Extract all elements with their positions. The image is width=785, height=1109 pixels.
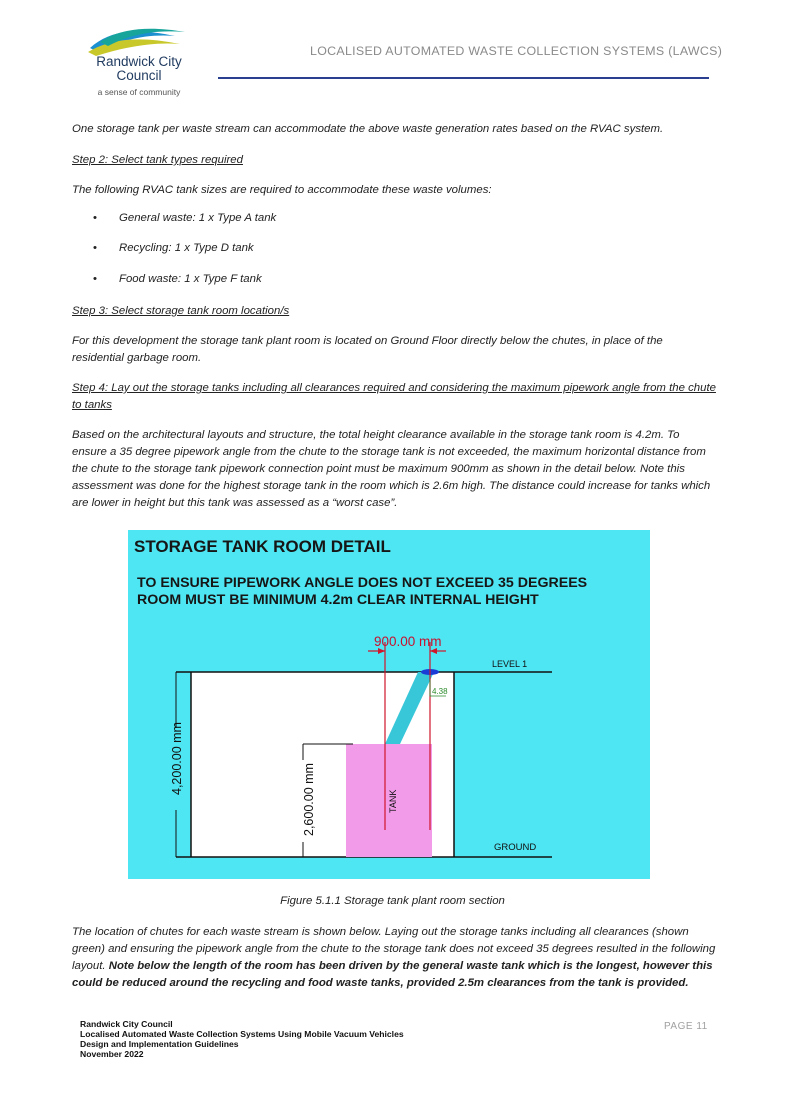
bullet-item: • Recycling: 1 x Type D tank — [95, 242, 254, 254]
document-header-title: LOCALISED AUTOMATED WASTE COLLECTION SYSTEMS (LAWCS) — [310, 44, 723, 58]
figure-subtitle: TO ENSURE PIPEWORK ANGLE DOES NOT EXCEED 35 DEGREES ROOM MUST BE MINIMUM 4.2m CLEAR INTERNAL HEIGHT — [137, 575, 588, 608]
step-3-heading: Step 3: Select storage tank room location/s — [72, 305, 290, 317]
page-number: PAGE 11 — [664, 1021, 708, 1032]
figure-caption: Figure 5.1.1 Storage tank plant room section — [280, 895, 505, 907]
paragraph-3: For this development the storage tank plant room is located on Ground Floor directly below the chutes, in place of the residential garbage room. — [72, 335, 663, 364]
paragraph-5: The location of chutes for each waste stream is shown below. Laying out the storage tanks including all clearances (shown green) and ensuring the pipework angle from the chute to the storage tank does not exceed 35 degrees resulted in the following layout. Note below the length of the room has been driven by the general waste tank which is the longest, however this could be reduced around the recycling and food waste tanks, provided 2.5m clearances from the tank is provided. — [72, 926, 716, 989]
ground-label: GROUND — [494, 842, 537, 853]
level-1-label: LEVEL 1 — [492, 659, 528, 669]
storage-tank-room-figure — [128, 530, 650, 879]
tank-height-label: 2,600.00 mm — [302, 763, 316, 836]
angle-label: 4.38 — [432, 687, 448, 696]
logo-name: Randwick City Council — [96, 54, 182, 83]
bullet-item: • Food waste: 1 x Type F tank — [95, 273, 262, 285]
bullet-item: • General waste: 1 x Type A tank — [95, 212, 276, 224]
paragraph-2: The following RVAC tank sizes are required to accommodate these waste volumes: — [72, 184, 492, 196]
tank-label: TANK — [388, 789, 398, 813]
dimension-horizontal-label: 900.00 mm — [374, 634, 442, 649]
step-4-heading: Step 4: Lay out the storage tanks including all clearances required and considering the maximum pipework angle from the chute to tanks — [72, 382, 716, 411]
paragraph-4: Based on the architectural layouts and structure, the total height clearance available in the storage tank room is 4.2m. To ensure a 35 degree pipework angle from the chute to the storage tank is not exceeded, the maximum horizontal distance from the chute to the storage tank pipework connection point must be maximum 900mm as shown in the detail below. Note this assessment was done for the highest storage tank in the room which is 2.6m high. The distance could increase for tanks which are lower in height but this tank was assessed as a “worst case”. — [72, 429, 711, 509]
figure-title: STORAGE TANK ROOM DETAIL — [134, 537, 391, 556]
document-footer: Randwick City Council Localised Automated Waste Collection Systems Using Mobile Vacuum Vehicles Design and Implementation Guidelines November 2022 — [80, 1019, 404, 1059]
step-2-heading: Step 2: Select tank types required — [72, 154, 243, 166]
logo-tagline: a sense of community — [97, 87, 181, 97]
room-height-label: 4,200.00 mm — [170, 722, 184, 795]
section-diagram — [128, 530, 650, 879]
paragraph-1: One storage tank per waste stream can accommodate the above waste generation rates based on the RVAC system. — [72, 123, 664, 135]
header-rule — [218, 77, 709, 79]
logo-waves-icon — [80, 26, 200, 56]
